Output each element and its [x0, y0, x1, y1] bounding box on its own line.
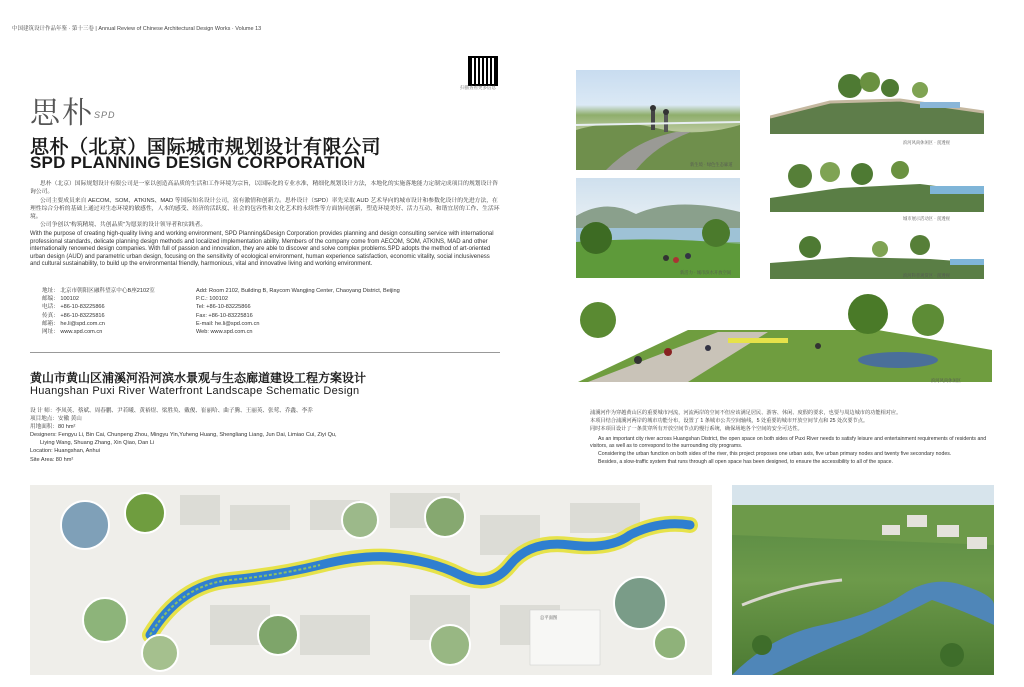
company-name-cn: 思朴（北京）国际城市规划设计有限公司 [30, 137, 382, 158]
contact-cn-postcode: 邮编： 100102 [42, 296, 80, 303]
credit-area-cn: 用地面积：80 hm² [30, 424, 76, 431]
project-description [590, 410, 990, 467]
contact-en-address: Add: Room 2102, Building B, Raycom Wangjing Center, Chaoyang District, Beijing [196, 288, 400, 294]
desc-en-1: As an important city river across Huangshan District, the open space on both sides of Puxi River needs to satisfy leisure and entertainment requirements of residents and visitors, as well as to correspond to the surrounding city programs. [590, 436, 987, 450]
contact-en-web: Web: www.spd.com.cn [196, 328, 253, 335]
intro-cn [30, 180, 500, 230]
leisure-zone-render [578, 290, 992, 382]
section-leisure-illustration [770, 72, 984, 134]
section-divider [30, 352, 500, 353]
caption-section-1: 滨河风尚休闲区 · 剖透视 [903, 140, 950, 145]
eco-corridor-illustration [576, 70, 740, 170]
page-header: 中国建筑设计作品年鉴 · 第十三卷 | Annual Review of Chinese Architectural Design Works · Volume 13 [12, 26, 262, 32]
desc-cn-3: 同时本项目设计了一条贯穿所有开放空间节点的慢行系统，确保场地各个空间的安全可达性。 [590, 425, 803, 432]
caption-section-2: 城市展示活动区 · 剖透视 [903, 216, 950, 221]
contact-cn-tel: 电话： +86-10-83225866 [42, 304, 105, 311]
project-credits [30, 407, 410, 464]
caption-waterfront: 新活力 · 城市滨水开放空间 [680, 270, 732, 275]
contact-en-fax: Fax: +86-10-83225816 [196, 312, 253, 319]
caption-eco-corridor: 新生境 · 绿色生态廊道 [690, 162, 733, 167]
caption-section-3: 滨河科普观赏区 · 剖透视 [903, 273, 950, 278]
desc-en-2: Considering the urban function on both sides of the river, this project proposes one urban axis, five urban primary nodes and twenty five secondary nodes. [598, 450, 952, 457]
intro-cn-p1: 思朴（北京）国际规划设计有限公司是一家以创造高品质的生活和工作环境为宗旨，以国际化的专业水准，精细化规划设计方法，本地化的实施落地能力定制完成项目的规划设计咨询公司。 [30, 181, 498, 196]
contact-cn-address: 地址： 北京市朝阳区融科望京中心B座2102室 [42, 288, 155, 294]
logo-cn: 思朴 [30, 96, 94, 131]
project-title-cn: 黄山市黄山区浦溪河沿河滨水景观与生态廊道建设工程方案设计 [30, 371, 367, 385]
contact-cn-web: 网址： www.spd.com.cn [42, 328, 103, 335]
desc-cn-2: 本项目结合浦溪河两岸的城市功能分布，设置了 1 条城市公共空间轴线，5 处重要的城市开放空间节点和 25 处次要节点。 [590, 417, 869, 424]
contact-cn [42, 287, 155, 336]
logo-en: SPD [94, 110, 116, 120]
section-exhibition-illustration [770, 150, 984, 212]
contact-en-postcode: P.C.: 100102 [196, 296, 228, 303]
master-plan-illustration [30, 485, 712, 675]
qr-caption: 扫描查看更多信息 [460, 85, 496, 90]
company-logo [30, 88, 120, 131]
intro-cn-p3: 公司争创以“构筑精境、共创品质”为愿景的设计领导者和实践者。 [40, 222, 207, 229]
section-science-illustration [770, 223, 984, 279]
credit-designers-en: Designers: Fengyu Li, Bin Cai, Chunpeng Zhou, Mingyu Yin,Yuheng Huang, Shengliang Liang, Jun Dai, Limiao Cui, Ziyi Qu, [30, 432, 337, 439]
project-title-en: Huangshan Puxi River Waterfront Landscape Schematic Design [30, 385, 360, 397]
company-name-en: SPD PLANNING DESIGN CORPORATION [30, 153, 366, 172]
aerial-illustration [732, 485, 994, 675]
section-leisure [770, 72, 984, 134]
credit-location-cn: 项目地点：安徽 黄山 [30, 416, 82, 423]
contact-en [196, 287, 400, 336]
desc-cn-1: 浦溪河作为穿越黄山区的重要城市河流，河流两岸的空间不但应该满足居民、游客、休闲、度假的要求，也要与周边城市的功能相对应。 [590, 410, 902, 416]
contact-en-tel: Tel: +86-10-83225866 [196, 304, 251, 311]
credit-designers-en-2: Liying Wang, Shuang Zhang, Xin Qiao, Dan Li [40, 440, 155, 447]
caption-leisure-zone: 滨河风尚休闲区 [931, 378, 962, 383]
master-plan [30, 485, 712, 675]
desc-en-3: Besides, a slow-traffic system that runs through all open space has been designed, to ensure the accessibility to all of the space. [598, 458, 893, 465]
aerial-render [732, 485, 994, 675]
credit-designers-cn: 设 计 师：李凤英、蔡斌、周春鹏、尹若曦、黄裕煜、梁胜奂、戴俊、崔丽哈、曲子腾、王丽英、张莺、乔鑫、李乔 [30, 408, 313, 414]
contact-en-email: E-mail: he.li@spd.com.cn [196, 320, 260, 327]
waterfront-illustration [576, 178, 740, 278]
eco-corridor-photo [576, 70, 740, 170]
intro-cn-p2: 公司主要成员来自 AECOM、SOM、ATKINS、MAD 等国际知名设计公司，富有激情和创新力。思朴设计（SPD）率先采取 AUD 艺术导向的城市设计和参数化设计的先进方法，在理性综合分析的基础上通过对生态环境的敏感性，人本的感受、经济的活跃度、社会的包容性和文化艺术的永续性等方面协同创新，塑造环境美好、活力互动、和谐宜居的工作、生活环境。 [30, 197, 500, 221]
credit-location-en: Location: Huangshan, Anhui [30, 448, 100, 455]
qr-code-icon [468, 56, 498, 86]
credit-area-en: Site Area: 80 hm² [30, 456, 74, 463]
intro-en: With the purpose of creating high-quality living and working environment, SPD Planning&Design Corporation provides planning and design consulting service with international professional standards, delicate planning design methods and localized implementation ability. Members of the company come from AECOM, SOM, ATKINS, MAD and other internationally renowned design companies. With full of passion and innovation, they are able to discover and solve complex problems.SPD adopts the method of art-oriented urban design (AUD) and parametric urban design, focusing on the sensitivity of ecological environment, human experience satisfaction, economic vitality, social inclusiveness and cultural sustainability, to build up the environmental friendly, harmonious, vital and innovative living and working environment. [30, 231, 494, 268]
waterfront-photo [576, 178, 740, 278]
plan-legend-title: 总平面图 [540, 615, 558, 620]
section-exhibition [770, 150, 984, 212]
leisure-zone-illustration [578, 290, 992, 382]
contact-cn-email: 邮箱： he.li@spd.com.cn [42, 320, 105, 327]
section-science [770, 223, 984, 279]
contact-cn-fax: 传真： +86-10-83225816 [42, 312, 105, 319]
